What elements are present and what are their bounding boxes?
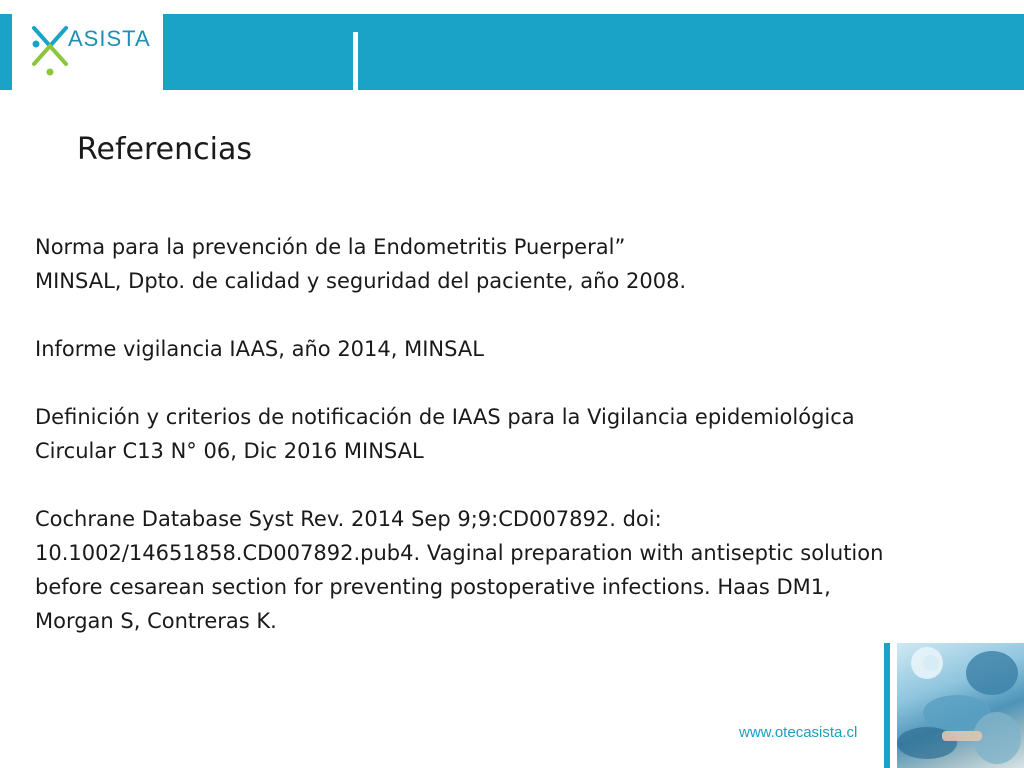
reference-item bbox=[35, 332, 985, 366]
header-accent-bar bbox=[0, 14, 12, 90]
reference-item bbox=[35, 230, 985, 298]
reference-line: Definición y criterios de notificación de IAAS para la Vigilancia epidemiológica bbox=[35, 405, 855, 429]
reference-item bbox=[35, 502, 985, 638]
reference-line: Circular C13 N° 06, Dic 2016 MINSAL bbox=[35, 439, 424, 463]
reference-line: 10.1002/14651858.CD007892.pub4. Vaginal preparation with antiseptic solution bbox=[35, 541, 884, 565]
reference-item bbox=[35, 400, 985, 468]
surgery-photo bbox=[897, 643, 1024, 768]
reference-line: before cesarean section for preventing postoperative infections. Haas DM1, bbox=[35, 575, 831, 599]
reference-line: Cochrane Database Syst Rev. 2014 Sep 9;9:CD007892. doi: bbox=[35, 507, 662, 531]
logo bbox=[12, 14, 162, 90]
header-band bbox=[163, 14, 1024, 90]
reference-line: Norma para la prevención de la Endometritis Puerperal” bbox=[35, 235, 626, 259]
logo-text: ASISTA bbox=[68, 26, 151, 51]
reference-line: Informe vigilancia IAAS, año 2014, MINSAL bbox=[35, 337, 484, 361]
reference-line: Morgan S, Contreras K. bbox=[35, 609, 277, 633]
footer-accent-bar bbox=[884, 643, 890, 768]
reference-list bbox=[35, 230, 985, 638]
surgery-photo-icon bbox=[897, 643, 1024, 768]
footer-url: www.otecasista.cl bbox=[739, 724, 858, 741]
reference-line: MINSAL, Dpto. de calidad y seguridad del paciente, año 2008. bbox=[35, 269, 687, 293]
slide-title: Referencias bbox=[77, 132, 252, 167]
header-divider bbox=[353, 32, 358, 90]
